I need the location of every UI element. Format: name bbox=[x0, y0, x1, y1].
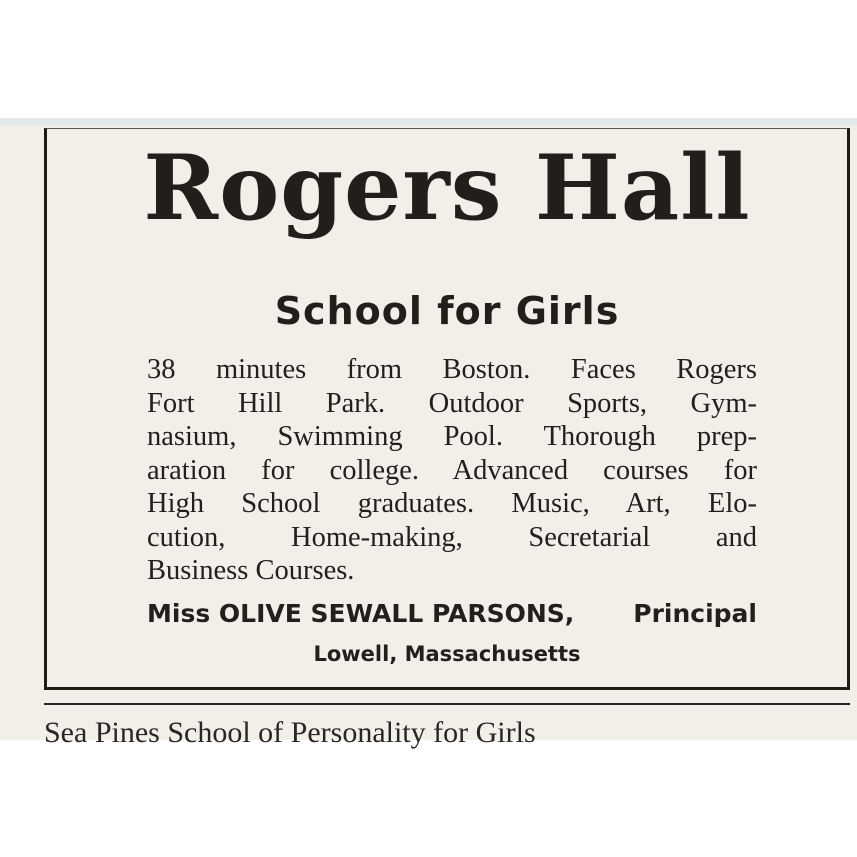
ad-subtitle: School for Girls bbox=[274, 289, 620, 333]
body-line: Fort Hill Park. Outdoor Sports, Gym- bbox=[147, 387, 757, 419]
body-line: cution, Home-making, Secretarial and bbox=[147, 521, 757, 553]
page-top-edge bbox=[0, 118, 857, 126]
principal-role: Principal bbox=[633, 599, 757, 628]
ad-body bbox=[147, 353, 757, 588]
body-line: Business Courses. bbox=[147, 555, 355, 586]
advertisement-box bbox=[44, 128, 850, 690]
body-line: nasium, Swimming Pool. Thorough prep- bbox=[147, 421, 757, 452]
school-location: Lowell, Massachusetts bbox=[313, 642, 581, 666]
body-line: aration for college. Advanced courses for bbox=[147, 454, 757, 486]
body-line: 38 minutes from Boston. Faces Rogers bbox=[147, 354, 757, 385]
divider-rule bbox=[44, 703, 850, 705]
next-ad-partial-line: Sea Pines School of Personality for Girls bbox=[44, 716, 536, 749]
principal-line bbox=[147, 599, 757, 628]
ad-title: Rogers Hall bbox=[143, 135, 751, 241]
principal-name: Miss OLIVE SEWALL PARSONS, bbox=[147, 599, 575, 628]
body-line: High School graduates. Music, Art, Elo- bbox=[147, 488, 757, 519]
